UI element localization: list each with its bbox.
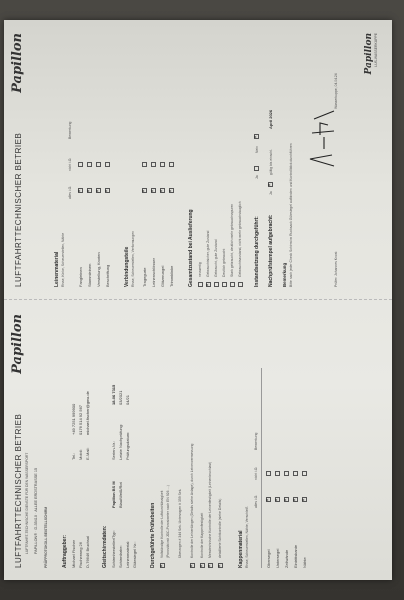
canopy-row-1-notok xyxy=(266,472,271,477)
lines-col-notok: nicht i.O. xyxy=(68,157,72,171)
form-left-page xyxy=(4,300,392,580)
canopy-row-2: Untersegel xyxy=(275,548,280,568)
result-row-1-box xyxy=(198,283,203,288)
company-subline: LUFTFAHRT-TECHNISCHE DIENSTE FÜR DEN WASSERSPORT xyxy=(25,452,29,554)
canopy-row-3-notok xyxy=(284,472,289,477)
lines-row-3: Verstellung, Knoten xyxy=(96,252,101,287)
client-name: Michael Fischer xyxy=(71,539,76,568)
conn-row-1-ok xyxy=(142,189,147,194)
stamp-valid-text: gültig bis einschl. xyxy=(269,149,273,175)
result-row-1: neuwertig xyxy=(198,262,202,277)
canopy-row-4-notok xyxy=(293,472,298,477)
result-row-5: Stark gebraucht, deutlich mehr gebrauchsspuren xyxy=(230,203,234,277)
result-row-2-box xyxy=(206,283,211,288)
email-value: michael.fischer@gmx.de xyxy=(85,391,90,435)
inspector-signature xyxy=(304,101,340,171)
lines-col-ok: alles i.O. xyxy=(68,185,72,199)
canopy-row-1-ok xyxy=(266,498,271,503)
lines-row-1: Fangleinen xyxy=(78,267,83,287)
canopy-row-2-ok xyxy=(275,498,280,503)
conn-row-2-notok xyxy=(151,163,156,168)
company-address: PAPILLON® · D-35410 · ALLEE ERDSTRASSE 15 xyxy=(34,467,38,554)
connectors-subheading: Risse, Scheuerstellen, Verformungen xyxy=(131,231,135,287)
conn-row-4: Trimmklinke xyxy=(169,265,174,287)
checks-heading: Durchgeführte Prüfarbeiten xyxy=(150,502,156,568)
lines-row-3-notok xyxy=(96,163,101,168)
check-canopy: Kontrolle der Kappenfestigkeit xyxy=(200,512,204,558)
conn-row-4-notok xyxy=(169,163,174,168)
stamp-date: April 2026 xyxy=(268,109,273,129)
papillon-logo-2: Papillon xyxy=(10,33,25,93)
brand-footer xyxy=(364,33,378,74)
check-strength: Messtechnische Kontrolle der Leinenfestigkeit (Leinenbruchlast) xyxy=(208,461,212,558)
check-visual-box xyxy=(218,564,223,569)
canopy-col-ok: alles i.O. xyxy=(254,494,258,508)
conn-row-1-notok xyxy=(142,163,147,168)
lines-row-4-notok xyxy=(105,163,110,168)
stamp-label: Nachprüfstempel aufgebracht: xyxy=(268,214,274,287)
result-row-3: Gebraucht, gute Zustand xyxy=(214,239,218,277)
result-row-2: Gebrauchtsicher, gute Zustand xyxy=(206,230,210,277)
check-porosity-detail: (Porosität mit JDC-Porosimeter nach EN 926 …) xyxy=(166,485,170,558)
lines-row-4: Beschriftung xyxy=(105,264,110,287)
company-title-2: LUFTFAHRTTECHNISCHER BETRIEB xyxy=(14,132,23,287)
note-text: Bitte nach jeder Check Schirm im Rucksack Gütesiegel aufbinden und Kontrollblick durchführen xyxy=(289,143,293,287)
repair-no-box xyxy=(254,135,259,140)
device-color-value: Blau/Weiß/Rot xyxy=(118,482,123,508)
email-label: E-Mail: xyxy=(85,447,90,460)
canopy-col-notok: nicht i.O. xyxy=(254,466,258,480)
client-heading: Auftraggeber: xyxy=(62,534,68,568)
brand-footer-sub: LUS-WASSERKUPPE xyxy=(374,33,378,67)
repair-label: Instandsetzung durchgeführt: xyxy=(254,216,260,287)
last-check-label: Letzte Nachprüfung: xyxy=(118,423,123,460)
lines-subheading: Risse, Kinke, Scheuerstellen, Nähte xyxy=(61,232,65,287)
lines-row-3-ok xyxy=(96,189,101,194)
canopy-subheading: Risse, Scheuerstellen, Nähte, Verschleiß xyxy=(245,506,249,568)
lines-row-1-ok xyxy=(78,189,83,194)
canopy-row-5-notok xyxy=(302,472,307,477)
conn-row-3: Glitzerungel xyxy=(160,265,165,287)
check-date-value: 04/21 xyxy=(125,394,130,405)
check-porosity: Vollständige Kontrolle der Luftdurchlässigkeit xyxy=(160,490,164,558)
mobile-value: 0176 514 92 567 xyxy=(78,404,83,435)
conn-row-3-ok xyxy=(160,189,165,194)
protocol-title: PRÜFPROTOKOLL BEISTELLSCHIRM xyxy=(44,506,48,568)
result-row-5-box xyxy=(230,283,235,288)
device-color-label: Schirmfarbe: xyxy=(118,545,123,568)
device-seal-label: Gütesiegel Nr.: xyxy=(132,541,137,568)
lines-row-4-ok xyxy=(105,189,110,194)
mobile-label: Mobil: xyxy=(78,449,83,460)
inspector-name: Prüfer: Johannes Knost xyxy=(334,251,338,287)
check-visual: detaillierte Sichtkontrolle (siehe Details) xyxy=(218,498,222,558)
client-city: D-76646 Bruchsal xyxy=(85,535,90,568)
device-heading: Gleitschirmdaten: xyxy=(102,525,108,568)
result-row-4: Deutlich gebraucht xyxy=(222,248,226,277)
company-title: LUFTFAHRTTECHNISCHER BETRIEB xyxy=(14,413,23,568)
device-type-label: Schirmhersteller/Typ: xyxy=(111,530,116,568)
canopy-heading: Kappenmaterial xyxy=(238,530,244,568)
client-street: Fischerweg 26 xyxy=(78,541,83,568)
canopy-row-3-ok xyxy=(284,498,289,503)
check-canopy-box xyxy=(200,564,205,569)
check-porosity-values: Überzogen # 344 Sek. Unterzogen # 359 Sek. xyxy=(178,488,182,558)
canopy-row-5-ok xyxy=(302,498,307,503)
form-right-page xyxy=(4,19,392,300)
brand-footer-logo: Papillon xyxy=(364,33,374,75)
result-row-6-box xyxy=(238,283,243,288)
lines-row-2-notok xyxy=(87,163,92,168)
result-heading: Gesamtzustand bei Auslieferung xyxy=(188,209,194,287)
repair-no-label: Nein xyxy=(255,146,259,153)
device-lines-label: Leinenmaterial: xyxy=(125,540,130,568)
canopy-row-5: Nähte xyxy=(302,557,307,568)
lines-heading: Leinenmaterial xyxy=(54,251,60,287)
result-row-4-box xyxy=(222,283,227,288)
serial-label: Serien-Nr.: xyxy=(111,440,116,460)
conn-row-2: Leinenschlösser xyxy=(151,258,156,287)
canopy-rule xyxy=(261,368,262,568)
conn-row-4-ok xyxy=(169,189,174,194)
canopy-row-3: Zellwände xyxy=(284,549,289,568)
check-strength-box xyxy=(208,564,213,569)
papillon-logo: Papillon xyxy=(10,314,25,374)
place-date: Wasserkuppe, 04.04.24 xyxy=(334,73,338,109)
check-lines-box xyxy=(190,564,195,569)
canopy-row-2-notok xyxy=(275,472,280,477)
conn-row-3-notok xyxy=(160,163,165,168)
phone-value: +49 7251 999900 xyxy=(71,403,76,435)
canopy-row-4-ok xyxy=(293,498,298,503)
conn-row-2-ok xyxy=(151,189,156,194)
conn-row-1: Tragegurte xyxy=(142,267,147,287)
device-type-value: Papillon BS M xyxy=(111,481,116,508)
check-porosity-box xyxy=(160,564,165,569)
lines-row-2-ok xyxy=(87,189,92,194)
check-date-label: Prüfungsdatum: xyxy=(125,431,130,460)
repair-yes-label: Ja xyxy=(255,175,259,179)
inspection-form xyxy=(4,20,392,580)
lines-col-remark: Bemerkung xyxy=(68,121,72,139)
connectors-heading: Verbindungsteile xyxy=(124,246,130,287)
stamp-yes-label: Ja xyxy=(269,191,273,195)
note-label: Bemerkung xyxy=(282,262,287,287)
check-lines: Kontrolle der Leinenlängen (Details siehe Anlage), durch Leinenvermessung xyxy=(190,443,194,558)
stamp-yes-box xyxy=(268,183,273,188)
serial-value: 18-06 7315 xyxy=(111,384,116,405)
result-row-6: Gebrauchtszustand, nicht mehr gebrauchstauglich xyxy=(238,201,242,277)
lines-row-1-notok xyxy=(78,163,83,168)
canopy-row-4: Eintrittskante xyxy=(293,544,298,568)
result-row-3-box xyxy=(214,283,219,288)
phone-label: Tel.: xyxy=(71,452,76,460)
canopy-row-1: Obersegel xyxy=(266,549,271,568)
last-check-value: 03/2021 xyxy=(118,390,123,405)
lines-row-2: Stammleinen xyxy=(87,263,92,287)
canopy-col-remark: Bemerkung xyxy=(254,432,258,450)
repair-yes-box xyxy=(254,167,259,172)
